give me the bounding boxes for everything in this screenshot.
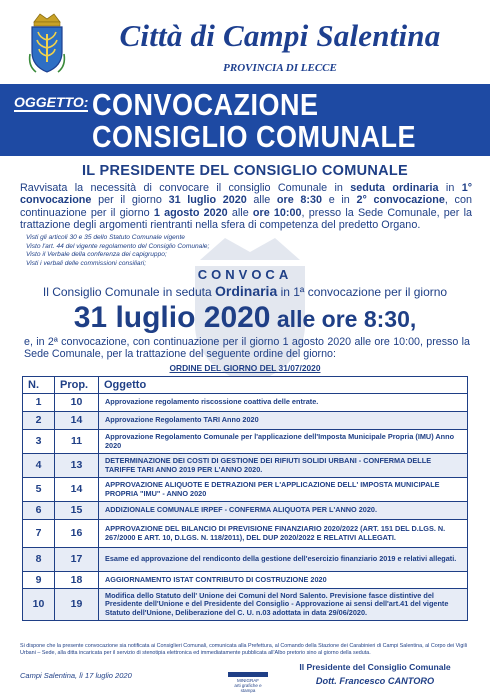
agenda-header-oggetto: Oggetto <box>99 377 468 394</box>
table-row <box>23 394 468 412</box>
table-row <box>23 520 468 548</box>
convoca-heading: CONVOCA <box>197 267 293 282</box>
visti-item: Visto l'art. 44 del vigente regolamento del Consiglio Comunale; <box>26 242 210 250</box>
row-subject: Esame ed approvazione del rendiconto della gestione dell'esercizio finanziario 2019 e relativi allegati. <box>99 548 468 572</box>
seduta-line: Il Consiglio Comunale in seduta Ordinaria in 1ª convocazione per il giorno <box>42 283 448 299</box>
banner-title-line2: CONSIGLIO COMUNALE <box>92 120 416 154</box>
agenda-header-row <box>23 377 468 394</box>
subject-banner <box>0 84 490 156</box>
place-date: Campi Salentina, lì 17 luglio 2020 <box>20 671 132 680</box>
printer-sub: arti grafiche e stampa <box>234 683 262 693</box>
oggetto-label: OGGETTO: <box>14 94 89 110</box>
table-row <box>23 478 468 502</box>
row-number: 4 <box>23 454 55 478</box>
row-prop: 15 <box>55 502 99 520</box>
row-subject: Approvazione Regolamento Comunale per l'applicazione dell'Imposta Municipale Propria (IMU) Anno 2020 <box>99 430 468 454</box>
row-prop: 13 <box>55 454 99 478</box>
table-row <box>23 589 468 621</box>
city-crest-icon <box>26 10 68 76</box>
agenda-table <box>22 376 468 621</box>
signature-title: Il Presidente del Consiglio Comunale <box>299 662 451 672</box>
province-label: PROVINCIA DI LECCE <box>223 62 337 74</box>
row-number: 1 <box>23 394 55 412</box>
city-title: Città di Campi Salentina <box>119 18 441 53</box>
row-prop: 17 <box>55 548 99 572</box>
visti-item: Visti i verbali delle commissioni consiliari; <box>26 259 147 267</box>
printer-logo-icon <box>228 672 268 677</box>
printer-name: MINIGRAF <box>237 678 259 683</box>
row-prop: 14 <box>55 478 99 502</box>
row-subject: APPROVAZIONE ALIQUOTE E DETRAZIONI PER L'APPLICAZIONE DELL' IMPOSTA MUNICIPALE PROPRIA "IMU" - ANNO 2020 <box>99 478 468 502</box>
table-row <box>23 430 468 454</box>
row-subject: ADDIZIONALE COMUNALE IRPEF - CONFERMA ALIQUOTA PER L'ANNO 2020. <box>99 502 468 520</box>
president-heading: IL PRESIDENTE DEL CONSIGLIO COMUNALE <box>81 163 409 179</box>
row-number: 10 <box>23 589 55 621</box>
table-row <box>23 572 468 589</box>
row-subject: APPROVAZIONE DEL BILANCIO DI PREVISIONE FINANZIARIO 2020/2022 (ART. 151 DEL D.LGS. N. 267/2000 E ART. 10, D.LGS. N. 118/2011), DEL DUP 2020/2022 E RELATIVI ALLEGATI. <box>99 520 468 548</box>
row-prop: 10 <box>55 394 99 412</box>
table-row <box>23 548 468 572</box>
meeting-date: 31 luglio 2020 alle ore 8:30, <box>73 301 417 334</box>
row-number: 3 <box>23 430 55 454</box>
row-number: 9 <box>23 572 55 589</box>
row-prop: 19 <box>55 589 99 621</box>
row-subject: DETERMINAZIONE DEI COSTI DI GESTIONE DEI RIFIUTI SOLIDI URBANI - CONFERMA DELLE TARIFFE TARI ANNO 2019 PER L'ANNO 2020. <box>99 454 468 478</box>
agenda-header-n: N. <box>23 377 55 394</box>
header <box>0 0 490 84</box>
table-row <box>23 454 468 478</box>
agenda-header-prop: Prop. <box>55 377 99 394</box>
row-number: 2 <box>23 412 55 430</box>
row-subject: AGGIORNAMENTO ISTAT CONTRIBUTO DI COSTRUZIONE 2020 <box>99 572 468 589</box>
intro-paragraph: Ravvisata la necessità di convocare il consiglio Comunale in seduta ordinaria in 1° convocazione per il giorno 31 luglio 2020 alle ore 8:30 e in 2° convocazione, con continuazione per il giorno 1 agosto 2020 alle ore 10:00, presso la Sede Comunale, per la trattazione degli argomenti rientranti nella sfera di competenza del predetto Organo. <box>20 182 473 232</box>
row-prop: 16 <box>55 520 99 548</box>
visti-list <box>26 234 466 268</box>
row-prop: 11 <box>55 430 99 454</box>
row-subject: Approvazione Regolamento TARI Anno 2020 <box>99 412 468 430</box>
row-number: 6 <box>23 502 55 520</box>
footnote: Si dispone che la presente convocazione sia notificata ai Consiglieri Comunali, comunicata alla Prefettura, al Comando della Stazione dei Carabinieri di Campi Salentina, al Corpo dei Vigili Urbani – Sede, alla ditta incaricata per il servizio di stenotipia elettronica ed immediatamente pubblicata all'Albo pretorio sino al giorno della seduta. <box>20 643 467 656</box>
visti-item: Visti gli articoli 30 e 35 dello Statuto Comunale vigente <box>26 234 185 241</box>
row-prop: 18 <box>55 572 99 589</box>
row-prop: 14 <box>55 412 99 430</box>
table-row <box>23 412 468 430</box>
row-number: 8 <box>23 548 55 572</box>
banner-title-line1: CONVOCAZIONE <box>92 88 319 122</box>
row-number: 5 <box>23 478 55 502</box>
printer-logo <box>228 672 268 693</box>
signature-name: Dott. Francesco CANTORO <box>315 676 435 686</box>
row-subject: Approvazione regolamento riscossione coattiva delle entrate. <box>99 394 468 412</box>
table-row <box>23 502 468 520</box>
continuation-text: e, in 2ª convocazione, con continuazione per il giorno 1 agosto 2020 alle ore 10:00, presso la Sede Comunale, per la trattazione del seguente ordine del giorno: <box>24 336 470 361</box>
row-number: 7 <box>23 520 55 548</box>
visti-item: Visto il Verbale della conferenza dei capigruppo; <box>26 251 167 259</box>
row-subject: Modifica dello Statuto dell' Unione dei Comuni del Nord Salento. Previsione fasce distintive del Presidente dell'Unione e del Presidente del Consiglio - Approvazione ai sensi dell'art.41 del vigente Statuto dell'Unione, Deliberazione del C. U. n.03 adottata in data 29/06/2020. <box>99 589 468 621</box>
agenda-title: ORDINE DEL GIORNO DEL 31/07/2020 <box>169 363 321 373</box>
